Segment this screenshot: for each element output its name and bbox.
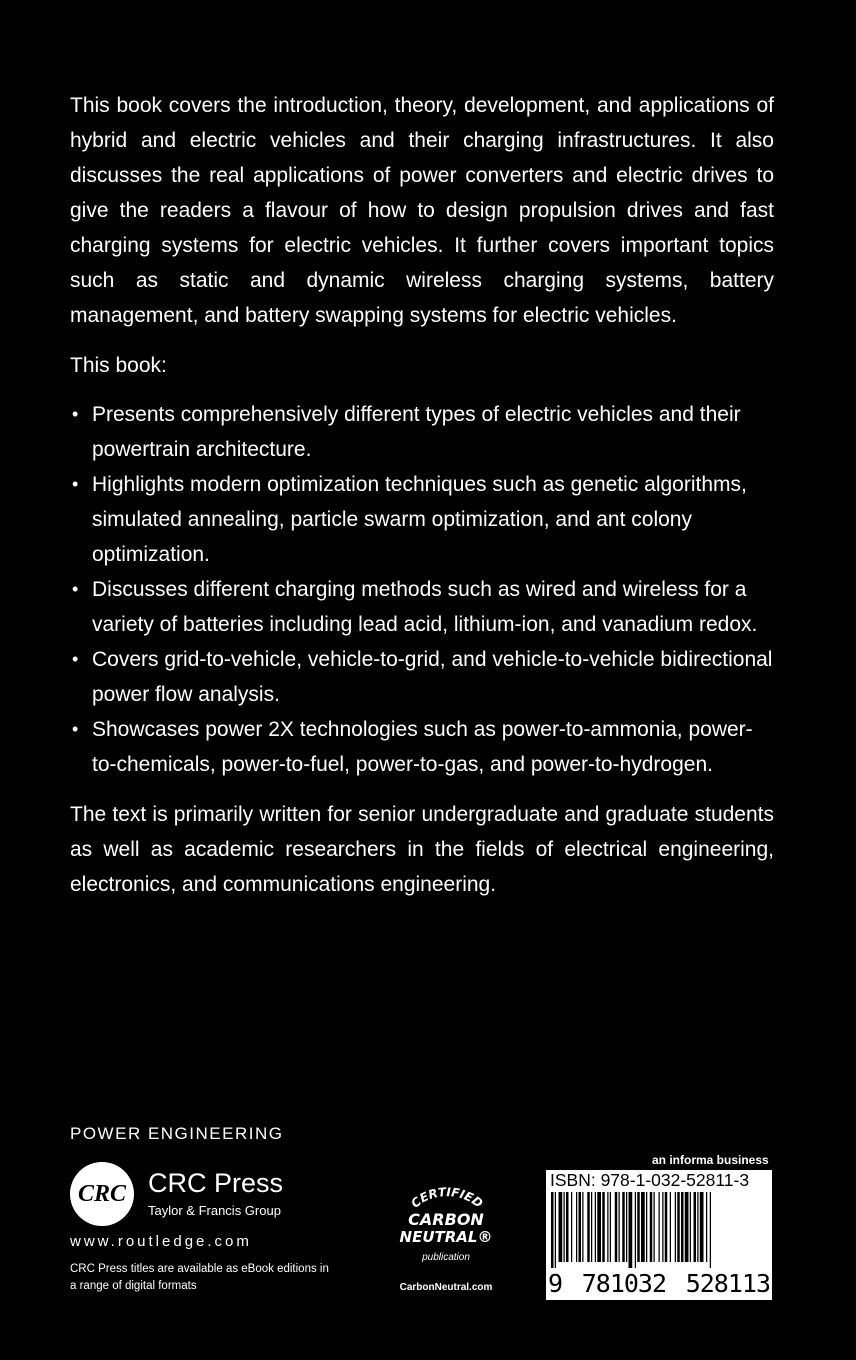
- isbn-barcode: [546, 1170, 772, 1300]
- carbon-line1: CARBON: [408, 1210, 484, 1229]
- carbon-publication: publication: [422, 1252, 470, 1263]
- barcode-bar: [566, 1192, 569, 1262]
- crc-logo-icon: CRC: [70, 1162, 134, 1226]
- publisher-group: Taylor & Francis Group: [148, 1203, 281, 1218]
- barcode-bar: [654, 1192, 655, 1262]
- series-label: POWER ENGINEERING: [70, 1124, 284, 1143]
- back-cover-text: [70, 88, 774, 902]
- barcode-bar: [626, 1192, 627, 1262]
- barcode-bar: [610, 1192, 611, 1262]
- barcode-bar: [571, 1192, 572, 1262]
- barcode-bar: [555, 1192, 556, 1268]
- barcode-bar: [582, 1192, 583, 1262]
- barcode-bar: [637, 1192, 640, 1262]
- barcode-bar: [597, 1192, 601, 1262]
- barcode-bar: [576, 1192, 577, 1262]
- isbn-number: ISBN: 978-1-032-52811-3: [550, 1170, 750, 1190]
- carbon-url: CarbonNeutral.com: [399, 1282, 493, 1293]
- barcode-bar: [602, 1192, 605, 1262]
- barcode-bar: [607, 1192, 608, 1262]
- barcode-bar: [690, 1192, 691, 1262]
- bullet-icon: •: [72, 404, 79, 424]
- barcode-bar: [694, 1192, 697, 1262]
- barcode-bar: [675, 1192, 676, 1262]
- barcode-bar: [681, 1192, 684, 1262]
- intro-paragraph: This book covers the introduction, theory, development, and applications of hybrid and electric vehicles and their charging infrastructures. It also discusses the real applications of power converters and electric drives to give the readers a flavour of how to design propulsion drives and fast charging systems for electric vehicles. It further covers important topics such as static and dynamic wireless charging systems, battery management, and battery swapping systems for electric vehicles.: [70, 94, 774, 327]
- list-item: • Highlights modern optimization techniques such as genetic algorithms, simulated annealing, particle swarm optimization, and ant colony optimization.: [70, 467, 774, 572]
- feature-list: [70, 397, 774, 782]
- barcode-bar: [564, 1192, 565, 1262]
- list-item: • Discusses different charging methods such as wired and wireless for a variety of batteries including lead acid, lithium-ion, and vanadium redox.: [70, 572, 774, 642]
- publisher-website: www.routledge.com: [70, 1233, 252, 1250]
- barcode-bar: [677, 1192, 680, 1262]
- barcode-digits: 9 781032 528113: [548, 1269, 770, 1298]
- barcode-bar: [551, 1192, 554, 1268]
- barcode-bar: [641, 1192, 645, 1262]
- barcode-bar: [706, 1192, 707, 1262]
- list-item: • Showcases power 2X technologies such as power-to-ammonia, power-to-chemicals, power-to-fuel, power-to-gas, and power-to-hydrogen.: [70, 712, 774, 782]
- bullet-icon: •: [72, 579, 79, 599]
- bullet-icon: •: [72, 474, 79, 494]
- list-item: • Covers grid-to-vehicle, vehicle-to-grid, and vehicle-to-vehicle bidirectional power flow analysis.: [70, 642, 774, 712]
- ebook-note: CRC Press titles are available as eBook editions in a range of digital formats: [70, 1263, 329, 1292]
- certified-label: CERTIFIED: [408, 1185, 486, 1211]
- bullet-icon: •: [72, 719, 79, 739]
- barcode-bar: [559, 1192, 563, 1262]
- barcode-bar: [670, 1192, 671, 1262]
- barcode-bar: [646, 1192, 647, 1262]
- barcode-bar: [622, 1192, 625, 1262]
- carbon-line2: NEUTRAL®: [399, 1228, 493, 1246]
- barcode-bar: [635, 1192, 636, 1268]
- barcode-bar: [697, 1192, 698, 1262]
- svg-text:CERTIFIED: [408, 1185, 485, 1211]
- barcode-icon: [549, 1192, 769, 1268]
- barcode-bar: [615, 1192, 618, 1262]
- barcode-bar: [710, 1192, 711, 1268]
- barcode-bar: [662, 1192, 663, 1262]
- carbon-neutral-logo: [392, 1180, 512, 1298]
- this-book-lead: This book:: [70, 354, 167, 377]
- barcode-bar: [659, 1192, 660, 1262]
- barcode-bar: [700, 1192, 704, 1262]
- list-item: • Presents comprehensively different types of electric vehicles and their powertrain architecture.: [70, 397, 774, 467]
- barcode-bar: [665, 1192, 668, 1262]
- barcode-bar: [587, 1192, 590, 1262]
- barcode-bar: [579, 1192, 582, 1262]
- barcode-bar: [619, 1192, 620, 1262]
- informa-tagline: an informa business: [652, 1153, 769, 1167]
- barcode-bar: [595, 1192, 596, 1262]
- bullet-icon: •: [72, 649, 79, 669]
- barcode-bar: [685, 1192, 689, 1262]
- audience-paragraph: The text is primarily written for senior undergraduate and graduate students as well as academic researchers in the fields of electrical engineering, electronics, and communications engineering.: [70, 803, 774, 896]
- barcode-bar: [650, 1192, 653, 1262]
- publisher-name: CRC Press: [148, 1168, 284, 1198]
- barcode-bar: [591, 1192, 592, 1262]
- barcode-bar: [629, 1192, 633, 1268]
